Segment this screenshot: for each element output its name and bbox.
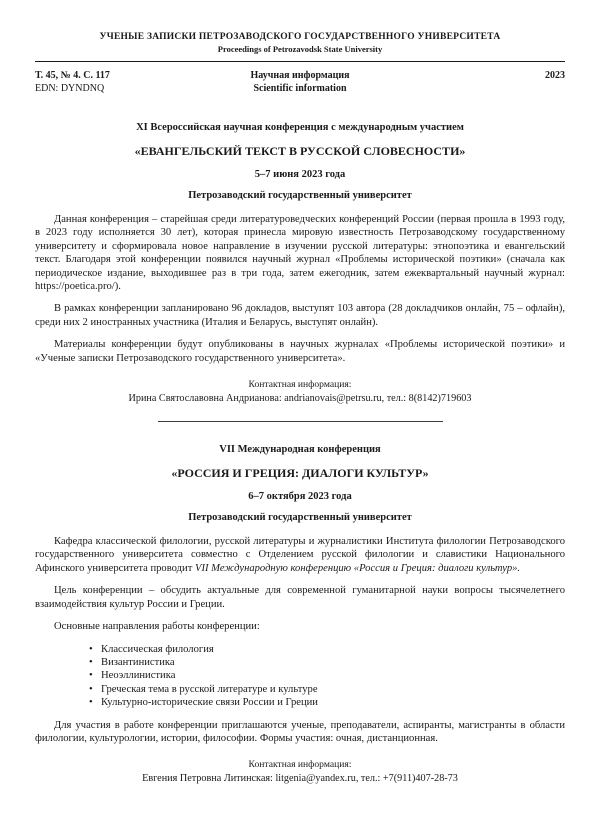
issue-meta-center (212, 69, 389, 95)
conference1-venue: Петрозаводский государственный университет (188, 190, 412, 201)
topic-item: • Византинистика (35, 656, 565, 669)
contact-person-name: Ирина Святославовна Андрианова: (128, 393, 285, 405)
conference2-title: «РОССИЯ И ГРЕЦИЯ: ДИАЛОГИ КУЛЬТУР» (171, 466, 429, 481)
journal-title-en: Proceedings of Petrozavodsk State University (217, 44, 383, 54)
edn-code: EDN: DYNDNQ (35, 83, 105, 94)
contact-line (35, 771, 565, 786)
conference1-paragraph-1 (35, 213, 565, 293)
conference2-kicker: VII Международная конференция (219, 444, 381, 456)
conference2-topics-list (35, 643, 565, 710)
paragraph-text: Данная конференция – старейшая среди литературоведческих конференций России (первая прошла в 1993 году, в 2023 году исполняется 30 лет), которая принесла мировую известность Петрозаводскому государственному университету и сформировала новое направление в изучении русской литературы: этнопоэтика и евангельский текст. Благодаря этой конференции появился научный журнал «Проблемы исторической поэтики» (сначала как периодическое издание, выходившее раз в три года, затем ежегодник, затем ежеквартальный научный журнал: (35, 214, 565, 279)
issue-meta-right (388, 69, 565, 95)
paragraph-text: ). (114, 281, 121, 293)
paragraph-text: Кафедра классической филологии, русской литературы и журналистики Института филологии Петрозаводского государственного университета совместно с Отделением русской филологии и славистики Национального Афинского университета проводит (35, 536, 565, 574)
contact-email[interactable]: andrianovais@petrsu.ru (284, 393, 382, 405)
contact-label: Контактная информация: (248, 759, 352, 771)
rubric-en: Scientific information (253, 83, 347, 94)
issue-meta-left (35, 69, 212, 95)
conference1-paragraph-2: В рамках конференции запланировано 96 докладов, выступят 103 автора (28 докладчиков онлайн, 75 – офлайн), среди них 2 иностранных участника (Италия и Беларусь, выступят онлайн). (35, 303, 565, 328)
conference1-title: «ЕВАНГЕЛЬСКИЙ ТЕКСТ В РУССКОЙ СЛОВЕСНОСТИ» (134, 144, 466, 158)
poetica-url[interactable]: https://poetica.pro/ (35, 281, 115, 293)
conference2-paragraph-3: Для участия в работе конференции приглашаются ученые, преподаватели, аспиранты, магистранты в области филологии, культурологии, истории, философии. Формы участия: очная, дистанционная. (35, 719, 565, 744)
topic-item: • Неоэллинистика (35, 669, 565, 682)
issue-year: 2023 (545, 70, 566, 81)
conference2-body (35, 535, 565, 745)
conference2-paragraph-2: Цель конференции – обсудить актуальные для современной гуманитарной науки вопросы тысячелетнего взаимодействия культур России и Греции. (35, 585, 565, 610)
conference2-paragraph-1 (35, 535, 565, 575)
conference1-contact (35, 378, 565, 406)
conference1-kicker: XI Всероссийская научная конференция с международным участием (136, 122, 464, 133)
contact-label: Контактная информация: (248, 379, 352, 391)
issue-meta-row (35, 69, 565, 95)
contact-phone: , тел.: +7(911)407-28-73 (355, 773, 458, 785)
conference2-section (35, 444, 565, 786)
topic-item: • Классическая филология (35, 643, 565, 656)
contact-phone: , тел.: 8(8142)719603 (381, 393, 472, 405)
volume-info: Т. 45, № 4. С. 117 (35, 70, 110, 81)
header-rule (35, 61, 565, 62)
journal-header (35, 32, 565, 95)
contact-person-name: Евгения Петровна Литинская: (142, 773, 276, 785)
conference2-dates: 6–7 октября 2023 года (248, 491, 352, 503)
conference1-body (35, 213, 565, 365)
topic-item: • Греческая тема в русской литературе и культуре (35, 683, 565, 696)
conference2-contact (35, 758, 565, 786)
contact-line (35, 391, 565, 406)
topic-item: • Культурно-исторические связи России и Греции (35, 696, 565, 709)
conference1-paragraph-3: Материалы конференции будут опубликованы в научных журналах «Проблемы исторической поэтики» и «Ученые записки Петрозаводского государственного университета». (35, 339, 565, 364)
journal-title-ru: УЧЕНЫЕ ЗАПИСКИ ПЕТРОЗАВОДСКОГО ГОСУДАРСТВЕННОГО УНИВЕРСИТЕТА (99, 32, 501, 42)
conference1-dates: 5–7 июня 2023 года (254, 169, 346, 180)
conference2-venue: Петрозаводский государственный университет (188, 512, 412, 524)
conference1-section (35, 122, 565, 406)
contact-email[interactable]: litgenia@yandex.ru (275, 773, 356, 785)
conference2-name-italic: VII Международную конференцию «Россия и Греция: диалоги культур». (195, 562, 521, 574)
conference2-topics-label: Основные направления работы конференции: (54, 621, 260, 633)
section-divider-rule (158, 421, 443, 422)
rubric-ru: Научная информация (250, 70, 350, 81)
